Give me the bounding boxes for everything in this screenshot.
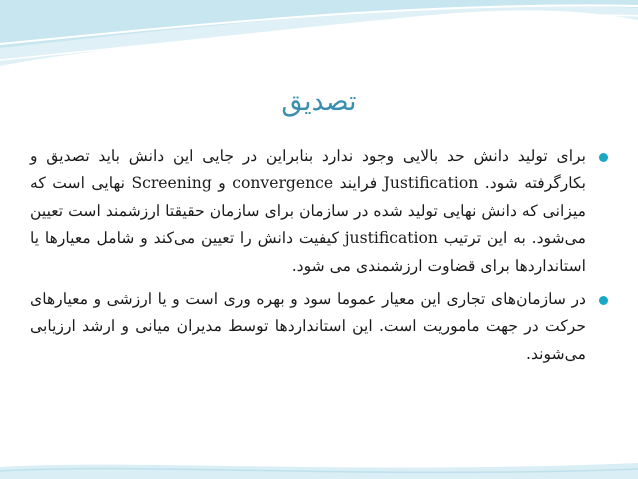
bullet-text-part: کیفیت دانش را تعیین می‌کند و شامل معیارها یا استانداردها برای قضاوت ارزشمندی می شود. (30, 229, 586, 275)
bullet-item-justification (30, 143, 610, 280)
term-screening: Screening (131, 174, 212, 193)
bottom-wave-decoration (0, 457, 638, 479)
bullet-icon (599, 296, 608, 305)
top-wave-decoration (0, 0, 638, 80)
bullet-text-part: و (211, 174, 233, 193)
term-justification-lower: justification (344, 229, 438, 248)
term-justification: Justification (383, 174, 479, 193)
bullet-item-business-standards (30, 286, 610, 368)
slide-content (30, 143, 610, 374)
bullet-text-part: برای تولید دانش حد بالایی وجود ندارد بنابراین در جایی این دانش باید تصدیق و بکارگرفته شود. (30, 147, 586, 193)
bullet-text-part: نهایی است که میزانی که دانش نهایی تولید شده در سازمان برای سازمان حقیقتا ارزشمند است تعیین می‌شود. به این ترتیب (30, 174, 586, 248)
term-convergence: convergence (232, 174, 334, 193)
slide-title: تصدیق (281, 86, 357, 117)
bullet-icon (599, 153, 608, 162)
bullet-text-part: فرایند (333, 174, 384, 193)
bullet-text: در سازمان‌های تجاری این معیار عموما سود و بهره وری است و یا ارزشی و معیارهای حرکت در جهت ماموریت است. این استانداردها توسط مدیران میانی و ارشد ارزیابی می‌شوند. (30, 290, 586, 363)
